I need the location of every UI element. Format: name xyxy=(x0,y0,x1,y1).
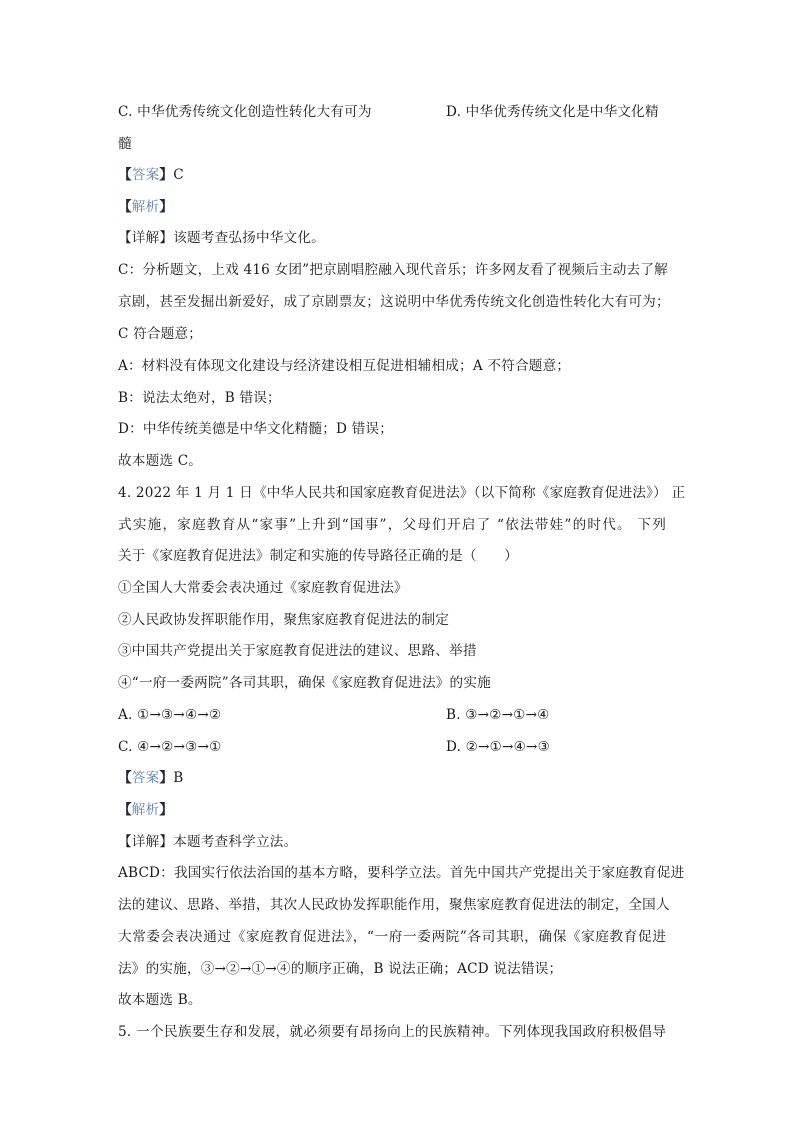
detail-label: 【详解】 xyxy=(118,230,174,246)
answer-label: 答案 xyxy=(131,167,160,183)
detail-label: 【详解】 xyxy=(118,834,174,850)
q3-detail xyxy=(118,229,325,247)
bracket-close: 】 xyxy=(159,802,174,818)
analysis-label: 解析 xyxy=(131,199,160,215)
answer-value: B xyxy=(173,770,184,786)
q3-answer xyxy=(118,166,184,184)
q4-analysis-line: 法》的实施，③→②→①→④的顺序正确，B 说法正确；ACD 说法错误； xyxy=(118,961,563,977)
q3-conclusion: 故本题选 C。 xyxy=(118,453,203,469)
q4-analysis-line: ABCD：我国实行依法治国的基本方略，要科学立法。首先中国共产党提出关于家庭教育促进 xyxy=(118,865,685,881)
q5-stem-line: 5. 一个民族要生存和发展，就必须要有昂扬向上的民族精神。下列体现我国政府积极倡导 xyxy=(118,1024,666,1040)
q4-conclusion: 故本题选 B。 xyxy=(118,992,202,1008)
bracket-open: 【 xyxy=(118,802,132,818)
q4-option-a: A. ①→③→④→② xyxy=(118,707,222,723)
q4-answer xyxy=(118,769,183,787)
q3-analysis-line: D：中华传统美德是中华文化精髓；D 错误； xyxy=(118,421,394,437)
q3-analysis-line: A：材料没有体现文化建设与经济建设相互促进相辅相成；A 不符合题意； xyxy=(118,358,571,374)
q3-option-c: C. 中华优秀传统文化创造性转化大有可为 xyxy=(118,104,372,120)
q4-stem-line: 关于《家庭教育促进法》制定和实施的传导路径正确的是（ ） xyxy=(118,548,519,564)
bracket-close: 】 xyxy=(159,167,174,183)
answer-value: C xyxy=(173,167,184,183)
q4-stem-line: 4. 2022 年 1 月 1 日《中华人民共和国家庭教育促进法》（以下简称《家庭教育促进法》） 正 xyxy=(118,485,686,501)
q3-option-d-wrap: 髓 xyxy=(118,136,132,152)
q4-option-b: B. ③→②→①→④ xyxy=(446,707,550,723)
q3-option-d: D. 中华优秀传统文化是中华文化精 xyxy=(446,104,659,120)
q3-analysis-line: C：分析题文，上戏 416 女团”把京剧唱腔融入现代音乐；许多网友看了视频后主动去了解 xyxy=(118,262,668,278)
q4-analysis-heading xyxy=(118,801,173,819)
bracket-close: 】 xyxy=(159,199,174,215)
bracket-open: 【 xyxy=(118,770,132,786)
q4-stem-line: 式实施，家庭教育从“家事”上升到“国事”，父母们开启了 “依法带娃”的时代。 下列 xyxy=(118,517,666,533)
detail-text: 该题考查弘扬中华文化。 xyxy=(173,230,325,246)
q3-analysis-heading xyxy=(118,198,173,216)
bracket-open: 【 xyxy=(118,167,132,183)
q4-statement-1: ①全国人大常委会表决通过《家庭教育促进法》 xyxy=(118,580,408,596)
q4-analysis-line: 法的建议、思路、举措，其次人民政协发挥职能作用，聚焦家庭教育促进法的制定，全国人 xyxy=(118,897,670,913)
q4-analysis-line: 大常委会表决通过《家庭教育促进法》，“一府一委两院”各司其职，确保《家庭教育促进 xyxy=(118,929,666,945)
bracket-close: 】 xyxy=(159,770,174,786)
q3-analysis-line: 京剧，甚至发掘出新爱好，成了京剧票友；这说明中华优秀传统文化创造性转化大有可为； xyxy=(118,294,670,310)
q4-statement-4: ④“一府一委两院”各司其职，确保《家庭教育促进法》的实施 xyxy=(118,675,491,691)
q4-option-c: C. ④→②→③→① xyxy=(118,739,222,755)
analysis-label: 解析 xyxy=(131,802,160,818)
q4-statement-2: ②人民政协发挥职能作用，聚焦家庭教育促进法的制定 xyxy=(118,612,450,628)
q4-statement-3: ③中国共产党提出关于家庭教育促进法的建议、思路、举措 xyxy=(118,643,477,659)
q4-option-d: D. ②→①→④→③ xyxy=(446,739,550,755)
detail-text: 本题考查科学立法。 xyxy=(173,834,298,850)
q4-detail xyxy=(118,833,297,851)
answer-label: 答案 xyxy=(131,770,160,786)
q3-analysis-line: B：说法太绝对，B 错误； xyxy=(118,390,281,406)
bracket-open: 【 xyxy=(118,199,132,215)
q3-analysis-line: C 符合题意； xyxy=(118,326,203,342)
